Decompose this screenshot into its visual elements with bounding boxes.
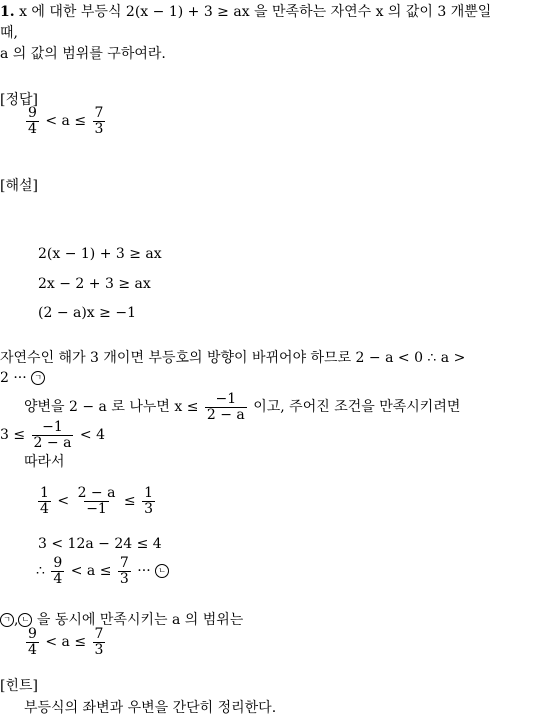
solution-final: $\frac{9}{4}$ < a ≤ $\frac{7}{3}$ [28, 626, 104, 658]
solution-eq1: 2(x − 1) + 3 ≥ ax [38, 246, 162, 262]
problem-line3: a 의 값의 범위를 구하여라. [0, 46, 166, 62]
circle-mark-4: ㄴ [18, 613, 32, 627]
solution-conclusion: ㄱ , ㄴ 을 동시에 만족시키는 a 의 범위는 [0, 612, 243, 629]
solution-para1-line1: 자연수인 해가 3 개이면 부등호의 방향이 바뀌어야 하므로 2 − a < 0 ∴ a > [0, 350, 466, 366]
solution-therefore: 따라서 [24, 454, 65, 470]
hint-header: [힌트] [0, 678, 38, 694]
problem-text-1: x 에 대한 부등식 2(x − 1) + 3 ≥ ax 을 만족하는 자연수 x 의 값이 3 개뿐일 [19, 4, 492, 20]
para2-fraction: $\frac{-1}{2 - a}$ [206, 391, 245, 423]
answer-expression [24, 106, 107, 136]
solution-header: [해설] [0, 178, 38, 194]
circle-mark-3: ㄱ [0, 613, 14, 627]
solution-para3: 3 ≤ $\frac{-1}{2 - a}$ < 4 [0, 419, 105, 451]
solution-para1-line2: 2 ··· ㄱ [0, 370, 45, 387]
hint-text: 부등식의 좌변과 우변을 간단히 정리한다. [24, 700, 277, 716]
solution-ineq3: ∴ $\frac{9}{4}$ < a ≤ $\frac{7}{3}$ ··· ㄴ [36, 556, 169, 586]
solution-ineq2: 3 < 12a − 24 ≤ 4 [38, 536, 162, 552]
answer-fraction-1: $\frac{9}{4}$ [28, 105, 37, 137]
problem-line2: 때, [0, 25, 18, 41]
answer-fraction-2: $\frac{7}{3}$ [94, 105, 104, 137]
solution-para2: 양변을 2 − a 로 나누면 x ≤ $\frac{-1}{2 - a}$ 이고, 주어진 조건을 만족시키려면 [24, 391, 461, 423]
solution-eq3: (2 − a)x ≥ −1 [38, 305, 136, 321]
circle-mark-1: ㄱ [31, 371, 45, 385]
circle-mark-2: ㄴ [155, 564, 169, 578]
para3-fraction: $\frac{-1}{2 - a}$ [33, 419, 72, 451]
solution-eq2: 2x − 2 + 3 ≥ ax [38, 276, 151, 292]
answer-relation: < a ≤ [45, 113, 87, 130]
answer-header: [정답] [0, 92, 38, 108]
solution-ineq1: $\frac{1}{4}$ < $\frac{2 - a}{-1}$ ≤ $\frac{1}{3}$ [40, 485, 154, 517]
problem-number: 1. [0, 4, 15, 20]
problem-line1 [0, 4, 491, 21]
